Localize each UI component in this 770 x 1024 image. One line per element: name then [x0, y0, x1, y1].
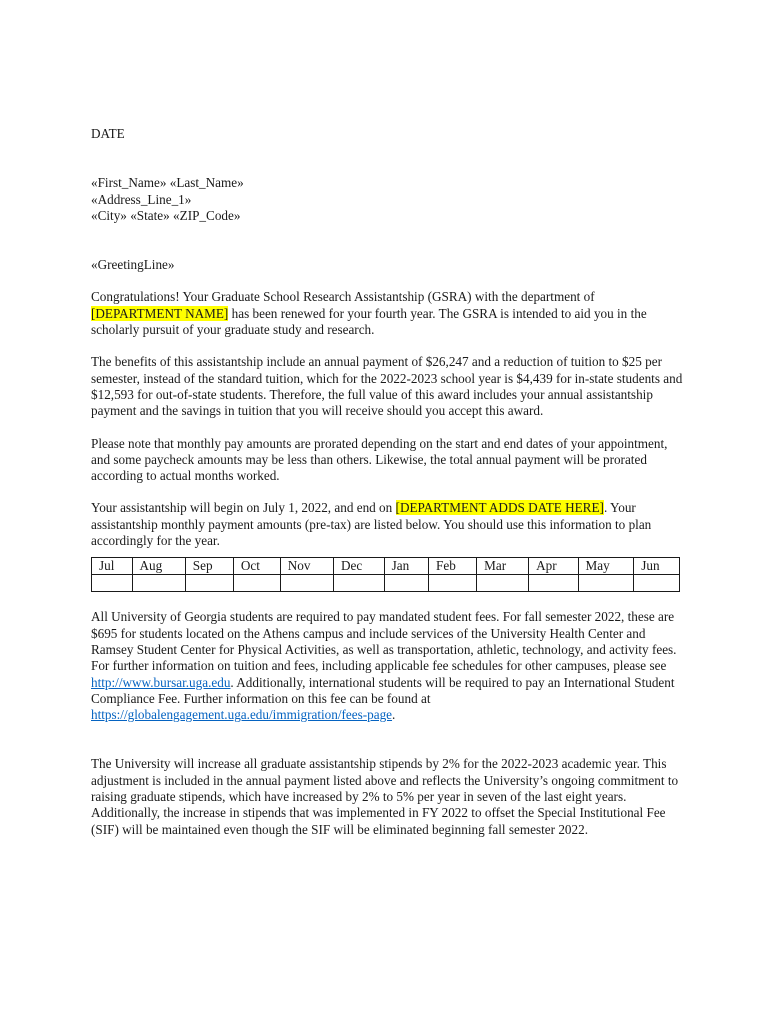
table-header-row [92, 558, 680, 575]
address-street-line: «Address_Line_1» [91, 191, 192, 207]
amount-cell [477, 575, 529, 592]
address-city-line: «City» «State» «ZIP_Code» [91, 207, 241, 223]
month-cell: Apr [529, 558, 578, 575]
monthly-payment-table [91, 557, 680, 592]
amount-cell [529, 575, 578, 592]
amount-cell [280, 575, 333, 592]
greeting-line: «GreetingLine» [91, 257, 175, 273]
amount-cell [132, 575, 185, 592]
p1-text-a: Congratulations! Your Graduate School Research Assistantship (GSRA) with the department of [91, 289, 595, 305]
amount-cell [233, 575, 280, 592]
month-cell: Mar [477, 558, 529, 575]
amount-cell [92, 575, 133, 592]
month-cell: Feb [429, 558, 477, 575]
month-cell: Aug [132, 558, 185, 575]
month-cell: Sep [185, 558, 233, 575]
month-cell: Oct [233, 558, 280, 575]
p4-text-a: Your assistantship will begin on July 1, 2022, and end on [91, 500, 396, 516]
amount-cell [334, 575, 385, 592]
month-cell: Nov [280, 558, 333, 575]
paragraph-congratulations [91, 289, 684, 338]
p4-text-b: . Your assistantship monthly payment amounts (pre-tax) are listed below. You should use this information to plan accordingly for the year. [91, 500, 652, 549]
p5-text-a: All University of Georgia students are required to pay mandated student fees. For fall semester 2022, these are $695 for students located on the Athens campus and include services of the University Health Center and Ramsey Student Center for Physical Activities, as well as transportation, athletic, technology, and activity fees. For further information on tuition and fees, including applicable fee schedules for other campuses, please see [91, 609, 677, 674]
bursar-link[interactable]: http://www.bursar.uga.edu [91, 674, 231, 690]
month-cell: Dec [334, 558, 385, 575]
letter-date: DATE [91, 126, 125, 141]
end-date-placeholder: [DEPARTMENT ADDS DATE HERE] [395, 500, 604, 516]
month-cell: Jul [92, 558, 133, 575]
paragraph-student-fees [91, 609, 684, 723]
month-cell: Jun [634, 558, 680, 575]
table-row [92, 575, 680, 592]
fees-page-link[interactable]: https://globalengagement.uga.edu/immigration/fees-page [91, 707, 393, 723]
p5-text-c: . [392, 707, 396, 723]
department-name-placeholder: [DEPARTMENT NAME] [91, 305, 229, 321]
amount-cell [185, 575, 233, 592]
amount-cell [634, 575, 680, 592]
paragraph-dates [91, 500, 684, 549]
month-cell: May [578, 558, 634, 575]
paragraph-stipend-increase: The University will increase all graduate assistantship stipends by 2% for the 2022-2023 academic year. This adjustment is included in the annual payment listed above and reflects the University’s ongoing commitment to raising graduate stipends, which have increased by 2% to 5% per year in seven of the last eight years. Additionally, the increase in stipends that was implemented in FY 2022 to offset the Special Institutional Fee (SIF) will be maintained even though the SIF will be eliminated beginning fall semester 2022. [91, 756, 679, 837]
amount-cell [429, 575, 477, 592]
p1-text-b: has been renewed for your fourth year. The GSRA is intended to aid you in the scholarly pursuit of your graduate study and research. [91, 305, 647, 338]
paragraph-prorated: Please note that monthly pay amounts are prorated depending on the start and end dates of your appointment, and some paycheck amounts may be less than others. Likewise, the total annual payment will be prorated according to actual months worked. [91, 435, 668, 484]
recipient-address [91, 175, 684, 224]
p5-text-b: . Additionally, international students will be required to pay an International Student Compliance Fee. Further information on this fee can be found at [91, 674, 675, 706]
paragraph-benefits: The benefits of this assistantship include an annual payment of $26,247 and a reduction of tuition to $25 per semester, instead of the standard tuition, which for the 2022-2023 school year is $4,439 for in-state students and $12,593 for out-of-state students. Therefore, the full value of this award includes your annual assistantship payment and the savings in tuition that you will receive should you accept this award. [91, 354, 683, 419]
address-name-line: «First_Name» «Last_Name» [91, 175, 244, 191]
amount-cell [384, 575, 428, 592]
month-cell: Jan [384, 558, 428, 575]
amount-cell [578, 575, 634, 592]
